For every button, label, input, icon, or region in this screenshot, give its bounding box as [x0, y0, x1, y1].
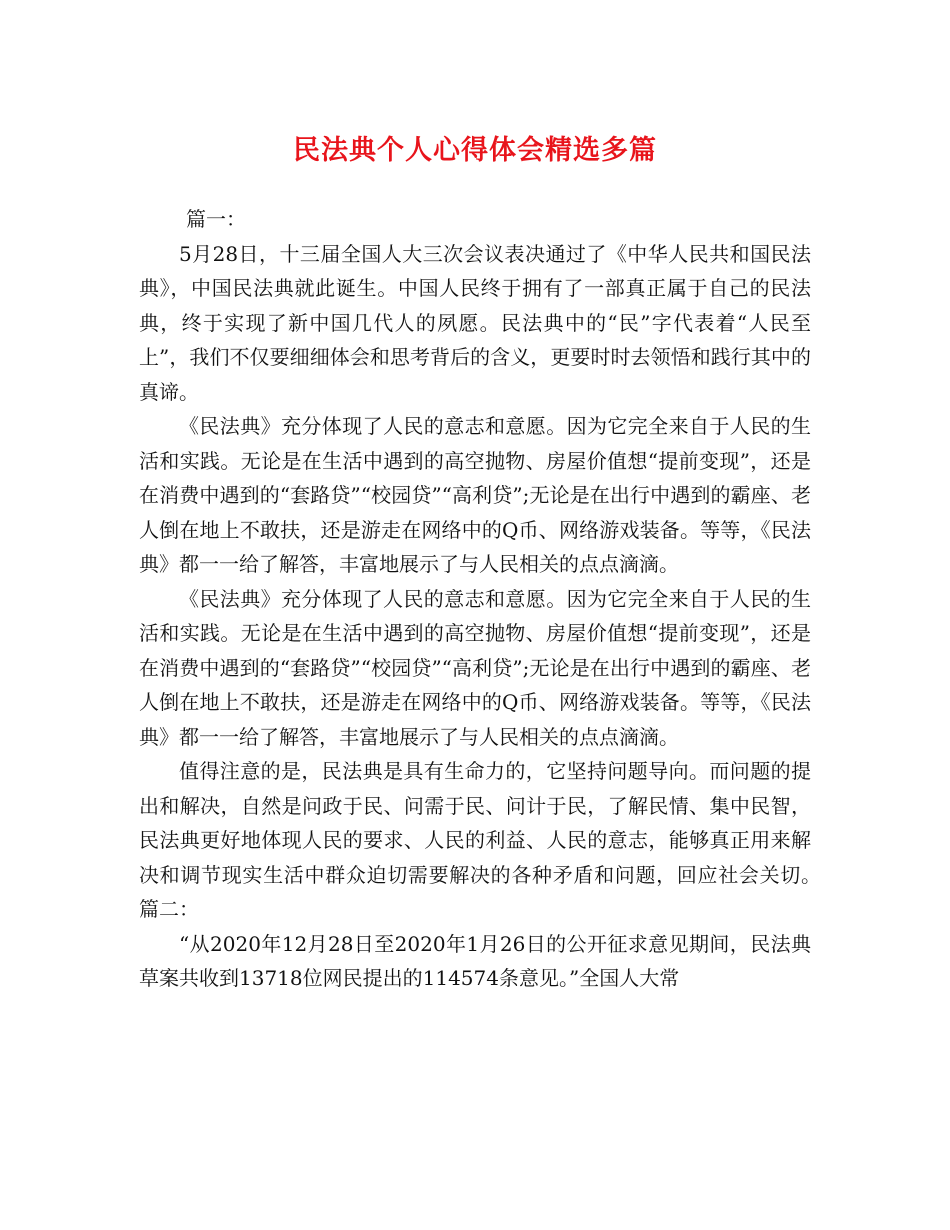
- paragraph: 值得注意的是，民法典是具有生命力的，它坚持问题导向。而问题的提出和解决，自然是问政于民、问需于民、问计于民，了解民情、集中民智，民法典更好地体现人民的要求、人民的利益、人民的意志，能够真正用来解决和调节现实生活中群众迫切需要解决的各种矛盾和问题，回应社会关切。 篇二：: [139, 759, 851, 921]
- paragraph: 《民法典》充分体现了人民的意志和意愿。因为它完全来自于人民的生活和实践。无论是在生活中遇到的高空抛物、房屋价值想“提前变现”，还是在消费中遇到的“套路贷”“校园贷”“高利贷”;无论是在出行中遇到的霸座、老人倒在地上不敢扶，还是游走在网络中的Q币、网络游戏装备。等等，《民法典》都一一给了解答，丰富地展示了与人民相关的点点滴滴。: [139, 586, 811, 749]
- document-title: 民法典个人心得体会精选多篇: [293, 135, 657, 166]
- paragraph: “从2020年12月28日至2020年1月26日的公开征求意见期间，民法典草案共收到13718位网民提出的114574条意见。”全国人大常: [139, 931, 811, 990]
- paragraph: 《民法典》充分体现了人民的意志和意愿。因为它完全来自于人民的生活和实践。无论是在生活中遇到的高空抛物、房屋价值想“提前变现”，还是在消费中遇到的“套路贷”“校园贷”“高利贷”;无论是在出行中遇到的霸座、老人倒在地上不敢扶，还是游走在网络中的Q币、网络游戏装备。等等，《民法典》都一一给了解答，丰富地展示了与人民相关的点点滴滴。: [139, 414, 811, 576]
- document-body: [139, 202, 851, 996]
- section-heading-1: 篇一：: [186, 207, 246, 231]
- paragraph: 5月28日，十三届全国人大三次会议表决通过了《中华人民共和国民法典》，中国民法典就此诞生。中国人民终于拥有了一部真正属于自己的民法典，终于实现了新中国几代人的夙愿。民法典中的“民”字代表着“人民至上”，我们不仅要细细体会和思考背后的含义，更要时时去领悟和践行其中的真谛。: [139, 241, 811, 404]
